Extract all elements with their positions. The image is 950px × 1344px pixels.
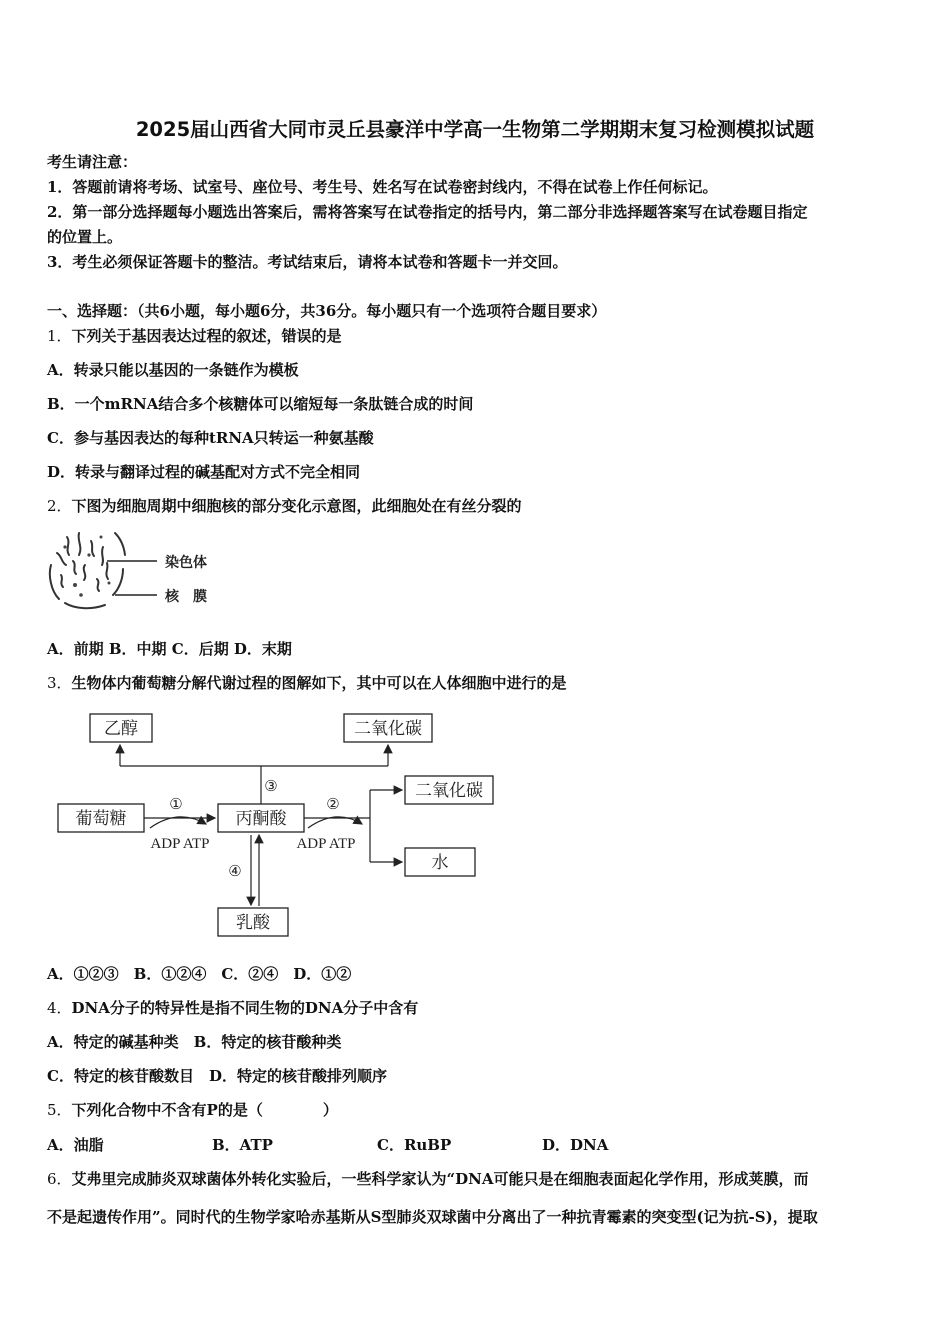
notice-item-2-cont: 的位置上。 [47,228,123,246]
pyruvate-label: 丙酮酸 [235,809,287,829]
question-6-line-2: 不是起遗传作用”。同时代的生物学家哈赤基斯从S型肺炎双球菌中分离出了一种抗青霉素的突变型(记为抗-S)，提取 [47,1208,818,1226]
q1-option-c: C．参与基因表达的每种tRNA只转运一种氨基酸 [47,429,374,447]
question-number: 6． [47,1170,72,1188]
question-6-line-1 [47,1169,809,1189]
question-text: 生物体内葡萄糖分解代谢过程的图解如下，其中可以在人体细胞中进行的是 [71,674,567,692]
q5-option-c: C．RuBP [377,1136,452,1154]
glucose-label: 葡萄糖 [75,809,127,829]
section-heading: 一、选择题：（共6小题，每小题6分，共36分。每小题只有一个选项符合题目要求） [47,302,607,320]
question-1-stem [47,326,342,346]
q2-options: A．前期 B．中期 C．后期 D．末期 [47,640,292,658]
adp-atp-2: ADP ATP [296,836,356,852]
glucose-metabolism-diagram [0,700,520,945]
question-number: 3． [47,674,72,692]
notice-item-3: 3．考生必须保证答题卡的整洁。考试结束后，请将本试卷和答题卡一并交回。 [47,253,568,271]
q1-option-d: D．转录与翻译过程的碱基配对方式不完全相同 [47,463,361,481]
q4-options-line-2: C．特定的核苷酸数目 D．特定的核苷酸排列顺序 [47,1067,387,1085]
q4-options-line-1: A．特定的碱基种类 B．特定的核苷酸种类 [47,1033,342,1051]
co2-right-label: 二氧化碳 [415,781,483,801]
step-1-marker: ① [169,797,183,813]
question-number: 1． [47,327,72,345]
water-label: 水 [431,853,449,873]
co2-top-label: 二氧化碳 [354,719,422,739]
q1-option-a: A．转录只能以基因的一条链作为模板 [47,361,299,379]
question-2-stem [47,496,522,516]
notice-heading: 考生请注意： [47,153,138,171]
step-2-marker: ② [326,797,340,813]
question-text: DNA分子的特异性是指不同生物的DNA分子中含有 [71,999,419,1017]
q5-option-a: A．油脂 [47,1136,104,1154]
question-text: 下列关于基因表达过程的叙述，错误的是 [71,327,342,345]
label-nuclear-membrane: 核 膜 [165,589,207,605]
step-3-marker: ③ [264,779,278,795]
question-3-stem [47,673,567,693]
question-text: 下图为细胞周期中细胞核的部分变化示意图，此细胞处在有丝分裂的 [71,497,522,515]
question-number: 2． [47,497,72,515]
question-number: 5． [47,1101,72,1119]
notice-item-1: 1．答题前请将考场、试室号、座位号、考生号、姓名写在试卷密封线内，不得在试卷上作任何标记。 [47,178,718,196]
q5-option-b: B．ATP [212,1136,273,1154]
q3-options: A．①②③ B．①②④ C．②④ D．①② [47,965,352,983]
page-title: 2025届山西省大同市灵丘县豪洋中学高一生物第二学期期末复习检测模拟试题 [135,118,815,141]
lactate-label: 乳酸 [236,913,270,933]
question-text: 下列化合物中不含有P的是（ ） [71,1101,338,1119]
question-5-stem [47,1100,338,1120]
adp-atp-1: ADP ATP [150,836,210,852]
ethanol-label: 乙醇 [104,719,138,739]
question-number: 4． [47,999,72,1017]
q5-option-d: D．DNA [542,1136,609,1154]
question-4-stem [47,998,418,1018]
cell-nucleus-figure [45,525,225,620]
question-text: 艾弗里完成肺炎双球菌体外转化实验后，一些科学家认为“DNA可能只是在细胞表面起化学作用，形成荚膜，而 [71,1170,809,1188]
q1-option-b: B．一个mRNA结合多个核糖体可以缩短每一条肽链合成的时间 [47,395,474,413]
notice-item-2: 2．第一部分选择题每小题选出答案后，需将答案写在试卷指定的括号内，第二部分非选择题答案写在试卷题目指定 [47,203,808,221]
label-chromosome: 染色体 [165,555,207,571]
step-4-marker: ④ [228,864,242,880]
